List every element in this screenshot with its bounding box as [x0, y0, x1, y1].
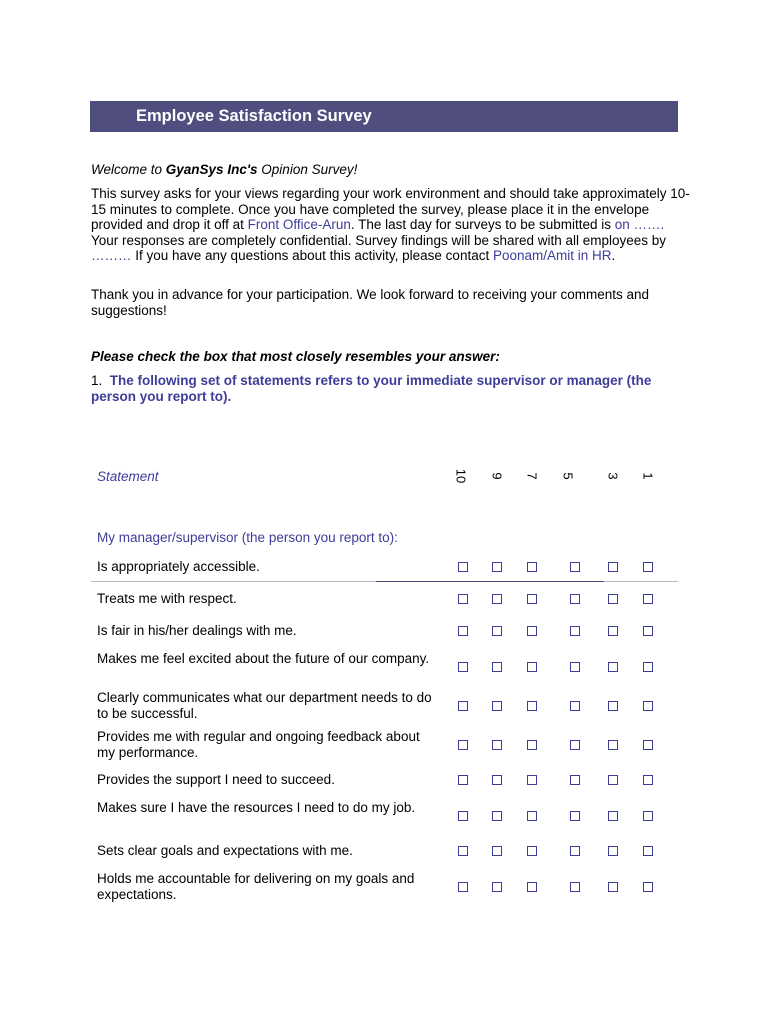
- statement-row-label: Makes sure I have the resources I need to do my job.: [97, 800, 416, 816]
- rating-checkbox-9[interactable]: [492, 882, 502, 892]
- rating-checkbox-5[interactable]: [570, 701, 580, 711]
- rating-checkbox-5[interactable]: [570, 626, 580, 636]
- rating-checkbox-5[interactable]: [570, 811, 580, 821]
- welcome-prefix: Welcome to: [91, 162, 166, 177]
- rating-checkbox-9[interactable]: [492, 811, 502, 821]
- rating-checkbox-9[interactable]: [492, 701, 502, 711]
- intro-text-3: Your responses are completely confidential. Survey findings will be shared with all employees by: [91, 232, 667, 248]
- rating-checkbox-1[interactable]: [643, 882, 653, 892]
- statement-row-label: Provides me with regular and ongoing feedback about my performance.: [97, 729, 420, 760]
- rating-checkbox-3[interactable]: [608, 846, 618, 856]
- rating-checkbox-10[interactable]: [458, 662, 468, 672]
- instruction-text: Please check the box that most closely resembles your answer:: [91, 349, 500, 364]
- rating-checkbox-9[interactable]: [492, 662, 502, 672]
- rating-checkbox-3[interactable]: [608, 562, 618, 572]
- share-date: ………: [91, 248, 132, 264]
- rating-checkbox-10[interactable]: [458, 562, 468, 572]
- rating-checkbox-3[interactable]: [608, 775, 618, 785]
- scale-label-1: 1: [640, 472, 656, 480]
- statement-row-label: Sets clear goals and expectations with me.: [97, 843, 353, 859]
- question-text: The following set of statements refers to your immediate supervisor or manager (the person you report to).: [91, 373, 652, 404]
- rating-checkbox-5[interactable]: [570, 662, 580, 672]
- deadline-date: on …….: [614, 217, 665, 233]
- welcome-line: [91, 162, 357, 177]
- rating-checkbox-7[interactable]: [527, 882, 537, 892]
- statement-row-label: Provides the support I need to succeed.: [97, 772, 335, 788]
- rating-checkbox-1[interactable]: [643, 811, 653, 821]
- rating-checkbox-3[interactable]: [608, 594, 618, 604]
- rating-checkbox-10[interactable]: [458, 775, 468, 785]
- rating-checkbox-7[interactable]: [527, 562, 537, 572]
- rating-checkbox-1[interactable]: [643, 662, 653, 672]
- group-label: My manager/supervisor (the person you report to):: [97, 530, 398, 545]
- intro-paragraph: [91, 186, 691, 264]
- rating-checkbox-7[interactable]: [527, 740, 537, 750]
- rating-checkbox-9[interactable]: [492, 846, 502, 856]
- rating-checkbox-10[interactable]: [458, 846, 468, 856]
- rating-checkbox-1[interactable]: [643, 701, 653, 711]
- rating-checkbox-5[interactable]: [570, 562, 580, 572]
- statement-row-label: Makes me feel excited about the future of our company.: [97, 651, 430, 667]
- rating-checkbox-5[interactable]: [570, 846, 580, 856]
- rating-checkbox-1[interactable]: [643, 594, 653, 604]
- rating-checkbox-10[interactable]: [458, 594, 468, 604]
- welcome-suffix: Opinion Survey!: [257, 162, 358, 177]
- rating-checkbox-1[interactable]: [643, 846, 653, 856]
- rating-checkbox-5[interactable]: [570, 775, 580, 785]
- table-divider-accent: [376, 581, 604, 582]
- rating-checkbox-1[interactable]: [643, 740, 653, 750]
- rating-checkbox-10[interactable]: [458, 740, 468, 750]
- scale-label-3: 3: [605, 472, 621, 480]
- survey-title-bar: [90, 101, 678, 132]
- thanks-paragraph: Thank you in advance for your participation. We look forward to receiving your comments and suggestions!: [91, 287, 650, 318]
- question-1: [91, 373, 691, 404]
- rating-checkbox-9[interactable]: [492, 594, 502, 604]
- rating-checkbox-5[interactable]: [570, 740, 580, 750]
- question-number: 1.: [91, 373, 103, 388]
- rating-checkbox-5[interactable]: [570, 882, 580, 892]
- rating-checkbox-5[interactable]: [570, 594, 580, 604]
- intro-text-2: . The last day for surveys to be submitted is: [350, 217, 615, 233]
- rating-checkbox-1[interactable]: [643, 775, 653, 785]
- dropoff-location: Front Office-Arun: [247, 217, 351, 233]
- survey-title: Employee Satisfaction Survey: [136, 107, 372, 125]
- rating-checkbox-7[interactable]: [527, 626, 537, 636]
- rating-checkbox-3[interactable]: [608, 882, 618, 892]
- statement-row-label: Clearly communicates what our department needs to do to be successful.: [97, 690, 432, 721]
- rating-checkbox-9[interactable]: [492, 626, 502, 636]
- intro-text-5: .: [611, 248, 616, 264]
- rating-checkbox-1[interactable]: [643, 626, 653, 636]
- rating-checkbox-3[interactable]: [608, 662, 618, 672]
- rating-checkbox-10[interactable]: [458, 626, 468, 636]
- rating-checkbox-9[interactable]: [492, 562, 502, 572]
- rating-checkbox-1[interactable]: [643, 562, 653, 572]
- rating-checkbox-9[interactable]: [492, 740, 502, 750]
- rating-checkbox-10[interactable]: [458, 882, 468, 892]
- contact-person: Poonam/Amit in HR: [492, 248, 612, 264]
- statement-row-label: Treats me with respect.: [97, 591, 237, 607]
- intro-text-4: If you have any questions about this activity, please contact: [131, 248, 493, 264]
- rating-checkbox-9[interactable]: [492, 775, 502, 785]
- statement-row-label: Is fair in his/her dealings with me.: [97, 623, 297, 639]
- rating-checkbox-7[interactable]: [527, 811, 537, 821]
- scale-label-9: 9: [489, 472, 505, 480]
- rating-checkbox-3[interactable]: [608, 701, 618, 711]
- statement-row-label: Is appropriately accessible.: [97, 559, 260, 575]
- rating-checkbox-10[interactable]: [458, 811, 468, 821]
- rating-checkbox-3[interactable]: [608, 811, 618, 821]
- scale-label-7: 7: [524, 472, 540, 480]
- scale-label-5: 5: [560, 472, 576, 480]
- rating-checkbox-3[interactable]: [608, 626, 618, 636]
- rating-checkbox-7[interactable]: [527, 846, 537, 856]
- scale-label-10: 10: [453, 468, 469, 484]
- intro-text-1: This survey asks for your views regarding your work environment and should take approximately 10-15 minutes to complete. Once you have completed the survey, please place it in the envelope provided and drop it off at: [91, 186, 690, 233]
- rating-checkbox-3[interactable]: [608, 740, 618, 750]
- statement-row-label: Holds me accountable for delivering on my goals and expectations.: [97, 871, 415, 902]
- statement-header: Statement: [97, 469, 159, 484]
- rating-checkbox-7[interactable]: [527, 594, 537, 604]
- rating-checkbox-7[interactable]: [527, 701, 537, 711]
- company-name: GyanSys Inc's: [165, 162, 258, 177]
- rating-checkbox-7[interactable]: [527, 662, 537, 672]
- rating-checkbox-10[interactable]: [458, 701, 468, 711]
- rating-checkbox-7[interactable]: [527, 775, 537, 785]
